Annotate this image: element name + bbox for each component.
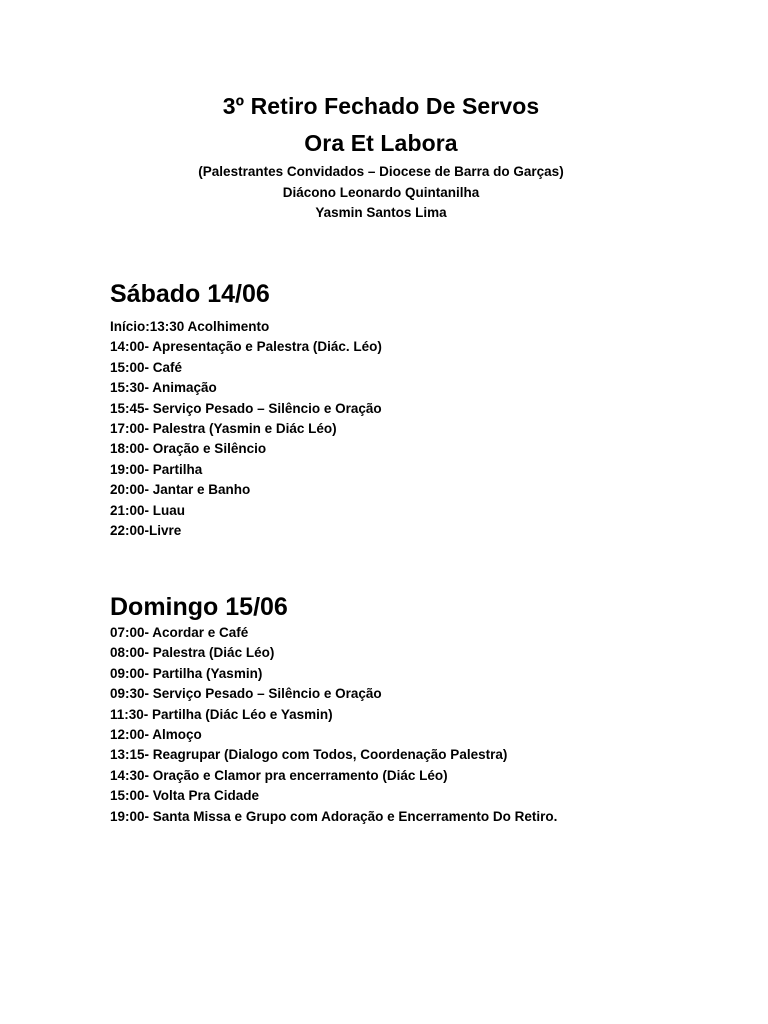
speaker-name: Yasmin Santos Lima: [315, 205, 447, 220]
schedule-item: 15:00- Volta Pra Cidade: [110, 788, 260, 804]
schedule-item: 14:30- Oração e Clamor pra encerramento (Diác Léo): [110, 767, 448, 783]
schedule-item: 09:30- Serviço Pesado – Silêncio e Oração: [110, 686, 382, 702]
schedule-item: 14:00- Apresentação e Palestra (Diác. Léo): [110, 339, 382, 355]
document-header: [0, 88, 762, 224]
schedule-item: 22:00-Livre: [110, 523, 182, 539]
schedule-item: 18:00- Oração e Silêncio: [110, 441, 267, 457]
saturday-heading: Sábado 14/06: [110, 280, 270, 308]
speakers-note: (Palestrantes Convidados – Diocese de Barra do Garças): [198, 164, 564, 179]
schedule-item: 12:00- Almoço: [110, 727, 202, 743]
schedule-item: 09:00- Partilha (Yasmin): [110, 665, 263, 681]
sunday-heading: Domingo 15/06: [110, 593, 288, 621]
saturday-items: [110, 317, 710, 541]
schedule-item: Início:13:30 Acolhimento: [110, 319, 270, 334]
saturday-schedule: [110, 279, 710, 541]
schedule-item: 13:15- Reagrupar (Dialogo com Todos, Coordenação Palestra): [110, 747, 508, 763]
schedule-item: 19:00- Santa Missa e Grupo com Adoração e Encerramento Do Retiro.: [110, 808, 558, 824]
sunday-schedule: [110, 592, 710, 827]
schedule-item: 11:30- Partilha (Diác Léo e Yasmin): [110, 706, 333, 722]
schedule-item: 07:00- Acordar e Café: [110, 625, 249, 640]
schedule-item: 17:00- Palestra (Yasmin e Diác Léo): [110, 421, 337, 437]
schedule-item: 15:00- Café: [110, 359, 183, 375]
sunday-items: [110, 623, 710, 827]
schedule-item: 20:00- Jantar e Banho: [110, 482, 251, 498]
retreat-motto: Ora Et Labora: [304, 130, 458, 156]
speaker-name: Diácono Leonardo Quintanilha: [282, 184, 480, 200]
schedule-item: 21:00- Luau: [110, 502, 186, 518]
schedule-item: 15:45- Serviço Pesado – Silêncio e Oração: [110, 400, 382, 416]
schedule-item: 15:30- Animação: [110, 380, 217, 396]
schedule-item: 19:00- Partilha: [110, 461, 203, 477]
schedule-item: 08:00- Palestra (Diác Léo): [110, 645, 275, 661]
retreat-title: 3º Retiro Fechado De Servos: [222, 93, 540, 119]
